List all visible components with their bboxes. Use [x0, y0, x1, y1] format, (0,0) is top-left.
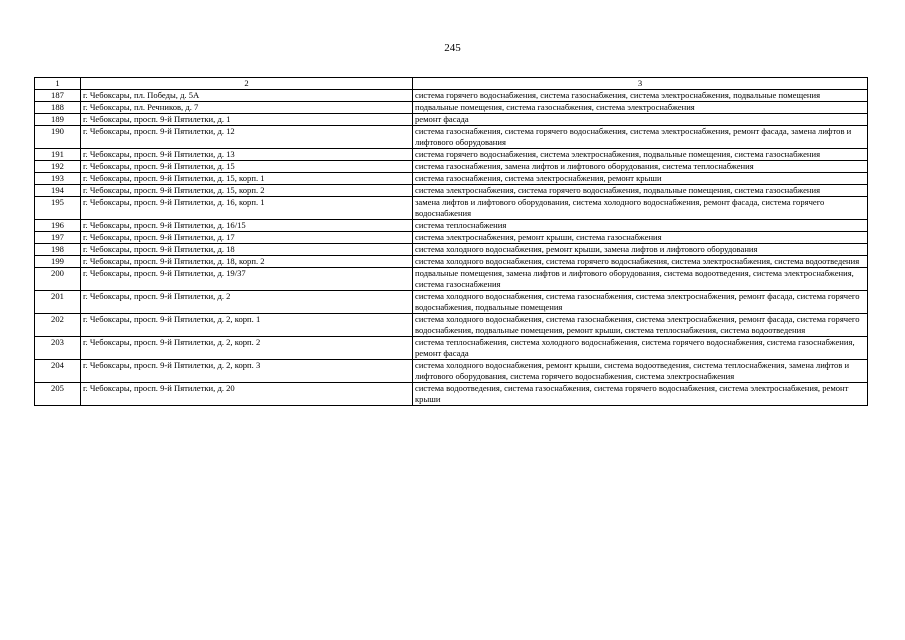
row-number-cell: 189 [35, 114, 81, 126]
address-cell: г. Чебоксары, просп. 9-й Пятилетки, д. 2 [81, 291, 413, 314]
works-cell: система газоснабжения, система горячего водоснабжения, система электроснабжения, ремонт фасада, замена лифтов и лифтового оборудования [413, 126, 868, 149]
table-row [35, 90, 868, 102]
row-number-cell: 203 [35, 337, 81, 360]
table-row [35, 268, 868, 291]
works-cell: система электроснабжения, система горячего водоснабжения, подвальные помещения, система газоснабжения [413, 185, 868, 197]
works-cell: система холодного водоснабжения, система горячего водоснабжения, система электроснабжения, система водоотведения [413, 256, 868, 268]
registry-table [34, 77, 868, 406]
column-header-1: 1 [35, 78, 81, 90]
table-row [35, 126, 868, 149]
row-number-cell: 200 [35, 268, 81, 291]
table-row [35, 337, 868, 360]
works-cell: подвальные помещения, замена лифтов и лифтового оборудования, система водоотведения, система электроснабжения, система газоснабжения [413, 268, 868, 291]
table-row [35, 244, 868, 256]
address-cell: г. Чебоксары, просп. 9-й Пятилетки, д. 15, корп. 2 [81, 185, 413, 197]
works-cell: подвальные помещения, система газоснабжения, система электроснабжения [413, 102, 868, 114]
works-cell: ремонт фасада [413, 114, 868, 126]
column-header-2: 2 [81, 78, 413, 90]
table-row [35, 291, 868, 314]
works-cell: система газоснабжения, замена лифтов и лифтового оборудования, система теплоснабжения [413, 161, 868, 173]
table-row [35, 220, 868, 232]
table-row [35, 114, 868, 126]
address-cell: г. Чебоксары, просп. 9-й Пятилетки, д. 19/37 [81, 268, 413, 291]
works-cell: система теплоснабжения, система холодного водоснабжения, система горячего водоснабжения, система газоснабжения, ремонт фасада [413, 337, 868, 360]
works-cell: система теплоснабжения [413, 220, 868, 232]
table-row [35, 149, 868, 161]
table-row [35, 256, 868, 268]
row-number-cell: 188 [35, 102, 81, 114]
table-header-row [35, 78, 868, 90]
address-cell: г. Чебоксары, просп. 9-й Пятилетки, д. 1 [81, 114, 413, 126]
table-row [35, 383, 868, 406]
row-number-cell: 199 [35, 256, 81, 268]
works-cell: система электроснабжения, ремонт крыши, система газоснабжения [413, 232, 868, 244]
address-cell: г. Чебоксары, просп. 9-й Пятилетки, д. 2, корп. 3 [81, 360, 413, 383]
row-number-cell: 202 [35, 314, 81, 337]
table-row [35, 360, 868, 383]
row-number-cell: 190 [35, 126, 81, 149]
column-header-3: 3 [413, 78, 868, 90]
works-cell: система холодного водоснабжения, ремонт крыши, замена лифтов и лифтового оборудования [413, 244, 868, 256]
works-cell: система холодного водоснабжения, система газоснабжения, система электроснабжения, ремонт фасада, система горячего водоснабжения, подвальные помещения [413, 291, 868, 314]
table-row [35, 185, 868, 197]
address-cell: г. Чебоксары, просп. 9-й Пятилетки, д. 2, корп. 2 [81, 337, 413, 360]
table-row [35, 314, 868, 337]
address-cell: г. Чебоксары, просп. 9-й Пятилетки, д. 2, корп. 1 [81, 314, 413, 337]
works-cell: система горячего водоснабжения, система газоснабжения, система электроснабжения, подвальные помещения [413, 90, 868, 102]
address-cell: г. Чебоксары, просп. 9-й Пятилетки, д. 15, корп. 1 [81, 173, 413, 185]
table-row [35, 102, 868, 114]
row-number-cell: 193 [35, 173, 81, 185]
row-number-cell: 195 [35, 197, 81, 220]
address-cell: г. Чебоксары, просп. 9-й Пятилетки, д. 18, корп. 2 [81, 256, 413, 268]
row-number-cell: 187 [35, 90, 81, 102]
works-cell: система водоотведения, система газоснабжения, система горячего водоснабжения, система электроснабжения, ремонт крыши [413, 383, 868, 406]
row-number-cell: 196 [35, 220, 81, 232]
row-number-cell: 197 [35, 232, 81, 244]
row-number-cell: 204 [35, 360, 81, 383]
address-cell: г. Чебоксары, просп. 9-й Пятилетки, д. 17 [81, 232, 413, 244]
address-cell: г. Чебоксары, просп. 9-й Пятилетки, д. 13 [81, 149, 413, 161]
row-number-cell: 192 [35, 161, 81, 173]
row-number-cell: 201 [35, 291, 81, 314]
row-number-cell: 205 [35, 383, 81, 406]
works-cell: система горячего водоснабжения, система электроснабжения, подвальные помещения, система газоснабжения [413, 149, 868, 161]
address-cell: г. Чебоксары, просп. 9-й Пятилетки, д. 18 [81, 244, 413, 256]
address-cell: г. Чебоксары, просп. 9-й Пятилетки, д. 15 [81, 161, 413, 173]
row-number-cell: 198 [35, 244, 81, 256]
address-cell: г. Чебоксары, просп. 9-й Пятилетки, д. 16/15 [81, 220, 413, 232]
works-cell: система газоснабжения, система электроснабжения, ремонт крыши [413, 173, 868, 185]
address-cell: г. Чебоксары, пл. Победы, д. 5А [81, 90, 413, 102]
table-row [35, 197, 868, 220]
address-cell: г. Чебоксары, просп. 9-й Пятилетки, д. 16, корп. 1 [81, 197, 413, 220]
works-cell: замена лифтов и лифтового оборудования, система холодного водоснабжения, ремонт фасада, система горячего водоснабжения [413, 197, 868, 220]
address-cell: г. Чебоксары, просп. 9-й Пятилетки, д. 20 [81, 383, 413, 406]
works-cell: система холодного водоснабжения, система газоснабжения, система электроснабжения, ремонт фасада, система горячего водоснабжения, подвальные помещения, ремонт крыши, система теплоснабжения, система водоотведения [413, 314, 868, 337]
address-cell: г. Чебоксары, просп. 9-й Пятилетки, д. 12 [81, 126, 413, 149]
table-row [35, 232, 868, 244]
row-number-cell: 194 [35, 185, 81, 197]
row-number-cell: 191 [35, 149, 81, 161]
table-row [35, 173, 868, 185]
works-cell: система холодного водоснабжения, ремонт крыши, система водоотведения, система теплоснабжения, замена лифтов и лифтового оборудования, система горячего водоснабжения, система электроснабжения [413, 360, 868, 383]
page-number: 245 [444, 42, 461, 54]
address-cell: г. Чебоксары, пл. Речников, д. 7 [81, 102, 413, 114]
table-row [35, 161, 868, 173]
